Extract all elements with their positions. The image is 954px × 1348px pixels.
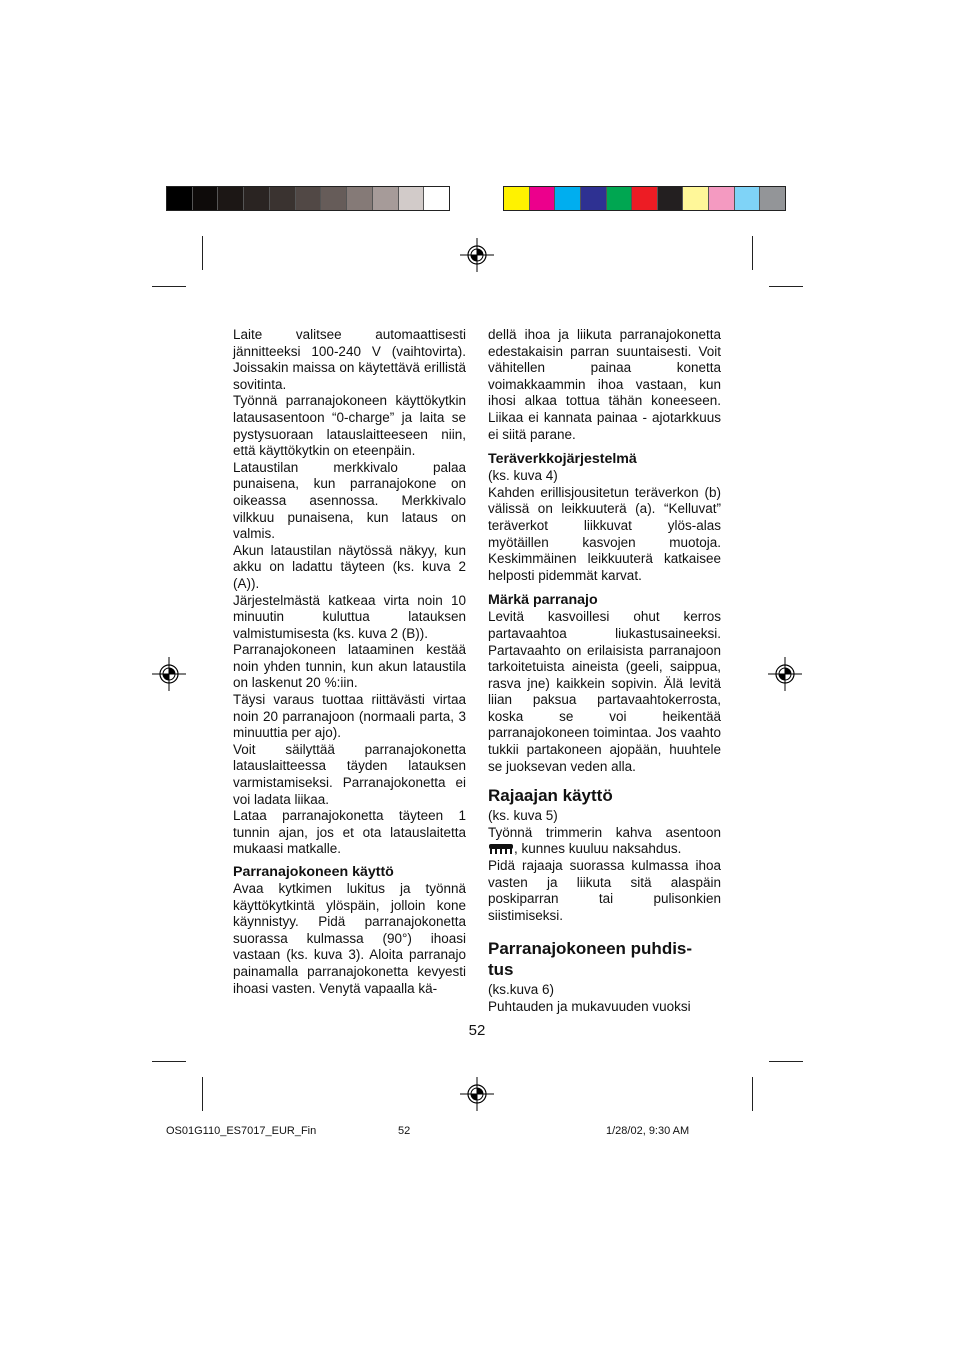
section-title: Parranajokoneen puhdis- tus: [488, 939, 693, 980]
text-span: , kunnes kuuluu naksahdus.: [514, 841, 682, 857]
crop-mark: [752, 1077, 753, 1111]
paragraph: [488, 825, 721, 858]
paragraph: Voit säilyttää parranajokonetta latauslaitteessa täyden latauksen varmistamiseksi. Parranajokonetta ei voi ladata liikaa.: [233, 741, 466, 807]
color-swatch: [321, 187, 347, 210]
color-swatch: [735, 187, 761, 210]
paragraph: Pidä rajaaja suorassa kulmassa ihoa vasten ja liikuta sitä alaspäin poskiparran tai pulisonkien siistimiseksi.: [488, 858, 721, 923]
page-number: 52: [468, 1022, 486, 1039]
crop-mark: [769, 286, 803, 287]
color-swatch: [658, 187, 684, 210]
figure-reference: (ks. kuva 5): [488, 808, 558, 824]
color-swatch: [244, 187, 270, 210]
paragraph: Parranajokoneen lataaminen kestää noin yhden tunnin, kun akun lataustila on laskenut 20 %:iin.: [233, 642, 466, 691]
footer-filename: OS01G110_ES7017_EUR_Fin: [166, 1125, 317, 1137]
section-heading: Parranajokoneen käyttö: [233, 864, 394, 880]
figure-reference: (ks. kuva 4): [488, 468, 558, 484]
color-bar: [503, 186, 786, 211]
crop-mark: [202, 1077, 203, 1111]
paragraph: Avaa kytkimen lukitus ja työnnä käyttökytkintä ylöspäin, jolloin kone käynnistyy. Pidä parranajokonetta suorassa kulmassa (90°) ihoasi vastaan (ks. kuva 3). Aloita parranajo painamalla parranajokonetta kevyesti ihoasi vasten. Venytä vapaalla kä-: [233, 881, 466, 996]
color-swatch: [607, 187, 633, 210]
crop-mark: [202, 236, 203, 270]
figure-reference: (ks.kuva 6): [488, 982, 555, 998]
paragraph: Akun lataustilan näytössä näkyy, kun akku on ladattu täyteen (ks. kuva 2 (A)).: [233, 542, 466, 591]
footer-date: 1/28/02, 9:30 AM: [606, 1125, 690, 1137]
trimmer-position-icon: [488, 843, 514, 855]
section-heading: Märkä parranajo: [488, 592, 598, 609]
registration-mark-icon: [768, 657, 802, 691]
color-swatch: [167, 187, 193, 210]
paragraph: Lataa parranajokonetta täyteen 1 tunnin ajan, jos et ota latauslaitetta mukaasi matkalle.: [233, 808, 466, 857]
color-swatch: [581, 187, 607, 210]
paragraph: Puhtauden ja mukavuuden vuoksi: [488, 999, 691, 1014]
left-column: [233, 327, 466, 997]
paragraph: Täysi varaus tuottaa riittävästi virtaa noin 20 parranajoon (normaali parta, 3 minuuttia per ajo).: [233, 692, 466, 741]
footer-page: 52: [398, 1125, 411, 1137]
paragraph: Levitä kasvoillesi ohut kerros partavaahtoa liukastusaineeksi. Partavaahto on erilaisista parranajoon tarkoitetuista aineista (geeli, saippua, rasva jne) kaikkein sopivin. Älä levitä liian paksua partavaahtokerrosta, koska se voi heikentää parranajokoneen toimintaa. Jos vaahto tukkii partakoneen ajopään, huuhtele se juoksevan veden alla.: [488, 609, 721, 774]
grayscale-bar: [166, 186, 450, 211]
color-swatch: [193, 187, 219, 210]
color-swatch: [555, 187, 581, 210]
color-swatch: [683, 187, 709, 210]
registration-mark-icon: [152, 657, 186, 691]
paragraph: Työnnä parranajokoneen käyttökytkin latausasentoon “0-charge” ja laita se pystysuoraan latauslaitteeseen niin, että käyttökytkin on eteenpäin.: [233, 393, 466, 459]
crop-mark: [752, 236, 753, 270]
color-swatch: [296, 187, 322, 210]
text-span: Työnnä trimmerin kahva asentoon: [488, 824, 721, 840]
crop-mark: [152, 286, 186, 287]
color-swatch: [760, 187, 785, 210]
crop-mark: [152, 1061, 186, 1062]
paragraph: Kahden erillisjousitetun teräverkon (b) välissä on leikkuuterä (a). “Kelluvat” teräverkot liikkuvat ylös-alas myötäillen kasvojen muotoja. Keskimmäinen leikkuuterä katkaisee helposti pidemmät karvat.: [488, 484, 721, 583]
paragraph: Lataustilan merkkivalo palaa punaisena, kun parranajokone on oikeassa asennossa. Merkkivalo vilkkuu punaisena, kun lataus on valmis.: [233, 459, 466, 542]
crop-mark: [769, 1061, 803, 1062]
color-swatch: [530, 187, 556, 210]
color-swatch: [373, 187, 399, 210]
paragraph: dellä ihoa ja liikuta parranajokonetta edestakaisin parran suuntaisesti. Voit vähitellen painaa konetta voimakkaammin ihoa vastaan, kun ihosi alkaa tottua tähän koneeseen. Liikaa ei kannata painaa - ajotarkkuus ei siitä parane.: [488, 327, 721, 442]
registration-mark-icon: [460, 238, 494, 272]
color-swatch: [399, 187, 425, 210]
color-swatch: [709, 187, 735, 210]
section-title: Rajaajan käyttö: [488, 786, 613, 806]
color-swatch: [347, 187, 373, 210]
color-swatch: [218, 187, 244, 210]
color-swatch: [270, 187, 296, 210]
color-swatch: [632, 187, 658, 210]
paragraph: Laite valitsee automaattisesti jännitteeksi 100-240 V (vaihtovirta). Joissakin maissa on käytettävä erillistä sovitinta.: [233, 327, 466, 392]
color-swatch: [424, 187, 449, 210]
paragraph: Järjestelmästä katkeaa virta noin 10 minuutin kuluttua latauksen valmistumisesta (ks. kuva 2 (B)).: [233, 592, 466, 641]
registration-mark-icon: [460, 1077, 494, 1111]
color-swatch: [504, 187, 530, 210]
right-column: [488, 327, 721, 1016]
section-heading: Teräverkkojärjestelmä: [488, 451, 637, 468]
